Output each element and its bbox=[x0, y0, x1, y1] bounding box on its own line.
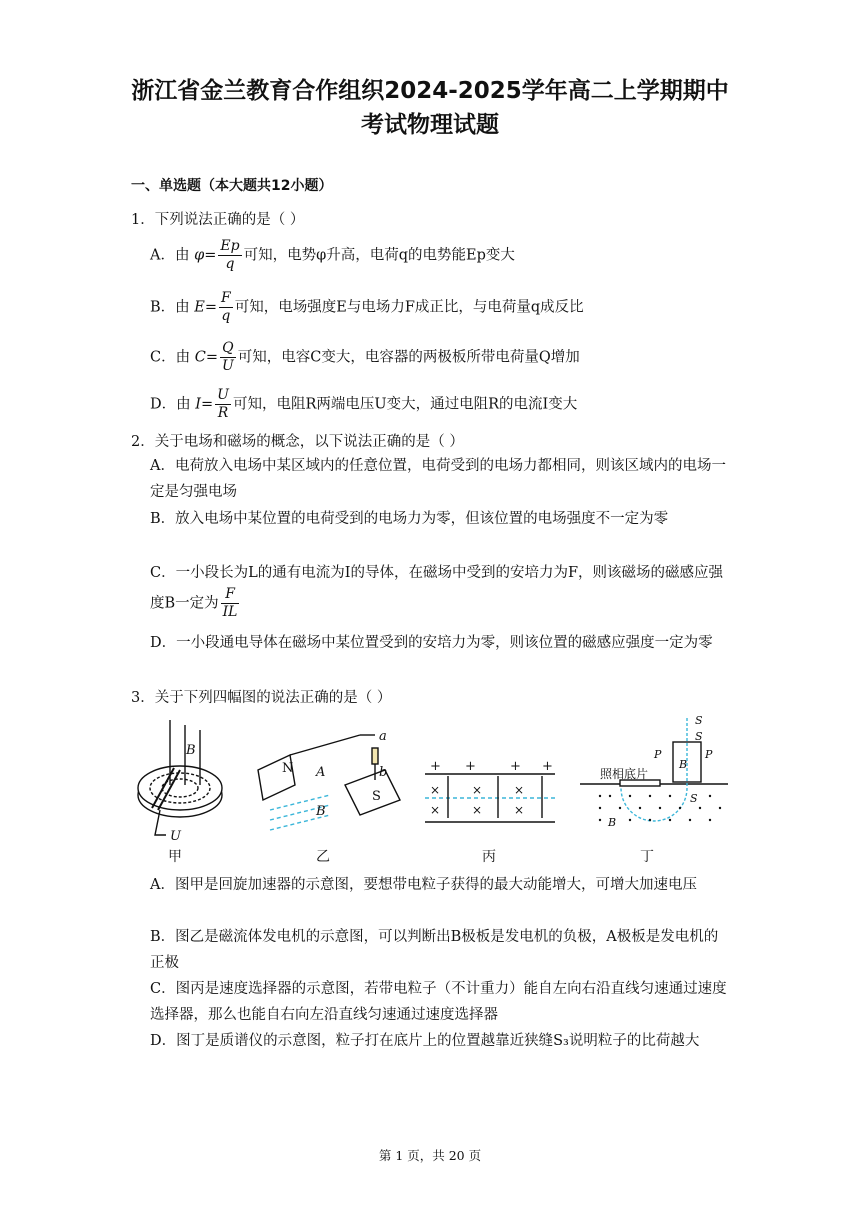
fraction: $\frac{Q}{U}$ bbox=[221, 340, 234, 374]
q3-figures bbox=[130, 710, 730, 865]
velocity-selector-figure bbox=[425, 774, 555, 822]
q3-option-a: A．图甲是回旋加速器的示意图，要想带电粒子获得的最大动能增大，可增大加速电压 bbox=[150, 877, 697, 893]
label-A: A bbox=[316, 765, 326, 780]
fig-label-yi: 乙 bbox=[316, 849, 330, 865]
label-B: B bbox=[186, 743, 196, 758]
svg-text:+: + bbox=[510, 759, 521, 774]
label-b: b bbox=[379, 765, 388, 780]
q1-option-d: D．由 I= $\frac{U}{R}$ 可知，电阻R两端电压U变大，通过电阻R的电流I变大 bbox=[150, 387, 578, 421]
q1-option-b: B．由 E= $\frac{F}{q}$ 可知，电场强度E与电场力F成正比，与电荷量q成反比 bbox=[150, 290, 584, 324]
label-B1: B bbox=[679, 758, 688, 771]
label-S: S bbox=[372, 789, 381, 804]
fig-label-ding: 丁 bbox=[640, 849, 654, 865]
label-B-plate: B bbox=[316, 804, 326, 819]
q3-option-b: B．图乙是磁流体发电机的示意图，可以判断出B极板是发电机的负极，A极板是发电机的正极 bbox=[150, 929, 719, 971]
figures-svg bbox=[130, 710, 730, 860]
fraction: $\frac{F}{q}$ bbox=[221, 290, 231, 324]
q3-option-c: C．图丙是速度选择器的示意图，若带电粒子（不计重力）能自左向右沿直线匀速通过速度选择器，那么也能自右向左沿直线匀速通过速度选择器 bbox=[150, 981, 727, 1023]
label-S2: S bbox=[695, 730, 703, 743]
cyclotron-figure bbox=[138, 720, 222, 835]
question-3-stem: 3．关于下列四幅图的说法正确的是（ ） bbox=[131, 690, 392, 706]
svg-text:×: × bbox=[472, 803, 483, 817]
label-P2: P bbox=[705, 748, 713, 761]
q2-option-a: A．电荷放入电场中某区域内的任意位置，电荷受到的电场力都相同，则该区域内的电场一定是匀强电场 bbox=[150, 458, 726, 500]
fraction: $\frac{Ep}{q}$ bbox=[220, 238, 240, 272]
document-title: 浙江省金兰教育合作组织2024-2025学年高二上学期期中 考试物理试题 bbox=[131, 78, 729, 138]
svg-text:×: × bbox=[430, 783, 441, 797]
dots-field bbox=[599, 795, 721, 821]
label-P1: P bbox=[654, 748, 662, 761]
svg-text:+: + bbox=[465, 759, 476, 774]
svg-text:+: + bbox=[542, 759, 553, 774]
svg-text:×: × bbox=[514, 803, 525, 817]
question-1-stem: 1．下列说法正确的是（ ） bbox=[131, 212, 305, 228]
section-heading: 一、单选题（本大题共12小题） bbox=[131, 178, 333, 194]
label-N: N bbox=[282, 761, 294, 776]
label-U: U bbox=[170, 829, 181, 844]
q3-option-d: D．图丁是质谱仪的示意图，粒子打在底片上的位置越靠近狭缝S₃说明粒子的比荷越大 bbox=[150, 1033, 700, 1049]
label-a: a bbox=[379, 729, 387, 744]
label-B2: B bbox=[608, 816, 617, 829]
svg-text:×: × bbox=[514, 783, 525, 797]
fraction: $\frac{U}{R}$ bbox=[217, 387, 229, 421]
q2-option-b: B．放入电场中某位置的电荷受到的电场力为零，但该位置的电场强度不一定为零 bbox=[150, 511, 669, 527]
page-footer: 第 1 页，共 20 页 bbox=[378, 1148, 482, 1163]
mhd-figure bbox=[258, 735, 400, 830]
label-film: 照相底片 bbox=[600, 767, 649, 781]
q2-option-d: D．一小段通电导体在磁场中某位置受到的安培力为零，则该位置的磁感应强度一定为零 bbox=[150, 635, 713, 651]
fig-label-bing: 丙 bbox=[482, 849, 496, 865]
fig-label-jia: 甲 bbox=[168, 849, 182, 865]
svg-text:+: + bbox=[430, 759, 441, 774]
svg-text:×: × bbox=[472, 783, 483, 797]
q1-option-c: C．由 C= $\frac{Q}{U}$ 可知，电容C变大，电容器的两极板所带电荷量Q增加 bbox=[150, 340, 580, 374]
q2-option-c: C．一小段长为L的通有电流为I的导体，在磁场中受到的安培力为F，则该磁场的磁感应强度B一定为 $\frac{F}{IL}$ bbox=[150, 565, 724, 620]
fraction: $\frac{F}{IL}$ bbox=[222, 586, 238, 620]
q1-option-a: A．由 φ= $\frac{Ep}{q}$ 可知，电势φ升高，电荷q的电势能Ep变大 bbox=[150, 238, 515, 272]
label-S3: S bbox=[690, 792, 698, 805]
label-S1: S bbox=[695, 714, 703, 727]
svg-text:×: × bbox=[430, 803, 441, 817]
question-2-stem: 2．关于电场和磁场的概念，以下说法正确的是（ ） bbox=[131, 434, 464, 450]
